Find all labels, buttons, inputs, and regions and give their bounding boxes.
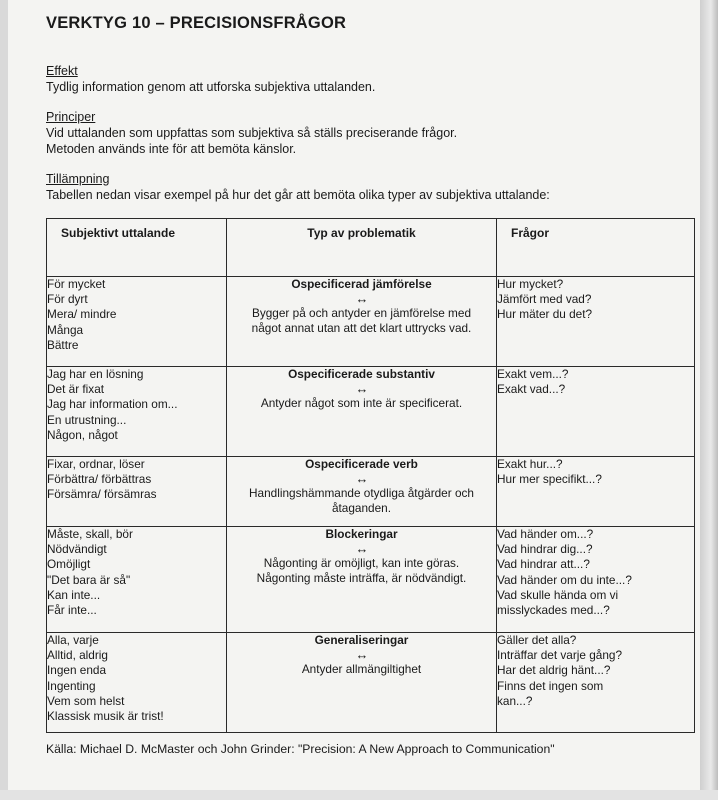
effekt-line: Tydlig information genom att utforska subjektiva uttalanden. <box>46 80 376 94</box>
statement-text: Bättre <box>47 337 79 352</box>
question-text: Gäller det alla? <box>497 633 577 647</box>
statement-text: Förbättra/ förbättras <box>47 472 152 487</box>
questions-cell <box>497 633 695 733</box>
type-description: Någonting måste inträffa, är nödvändigt. <box>256 571 467 586</box>
tillampning-heading: Tillämpning <box>46 172 110 186</box>
effekt-heading: Effekt <box>46 64 78 78</box>
statement-text: "Det bara är så" <box>47 572 131 587</box>
question-text: Vad hindrar dig...? <box>497 542 593 557</box>
type-description: Någonting är omöjligt, kan inte göras. <box>263 556 460 571</box>
type-cell <box>227 527 497 633</box>
question-text: Vad händer om du inte...? <box>497 572 632 587</box>
questions-cell <box>497 527 695 633</box>
header-questions: Frågor <box>497 219 695 277</box>
question-text: Hur mäter du det? <box>497 307 593 322</box>
statement-text: Omöjligt <box>47 557 91 572</box>
question-text: Exakt hur...? <box>497 457 563 471</box>
double-arrow-icon: ↔ <box>355 541 368 557</box>
statement-text: Många <box>47 322 84 337</box>
examples-table <box>46 218 695 733</box>
tillampning-text <box>46 187 550 203</box>
table-row <box>47 367 695 457</box>
question-text: Vad hindrar att...? <box>497 557 590 572</box>
statement-text: Försämra/ försämras <box>47 487 157 502</box>
type-name: Blockeringar <box>325 527 398 541</box>
type-description: Handlingshämmande otydliga åtgärder och <box>249 486 474 501</box>
tillampning-line: Tabellen nedan visar exempel på hur det går att bemöta olika typer av subjektiva uttalande: <box>46 188 550 202</box>
table-row <box>47 633 695 733</box>
statement-text: En utrustning... <box>47 412 127 427</box>
question-text: Vad skulle hända om vi <box>497 587 619 602</box>
type-name: Ospecificerade verb <box>305 457 418 471</box>
statement-cell <box>47 633 227 733</box>
type-description: Antyder allmängiltighet <box>301 662 422 677</box>
table-row <box>47 527 695 633</box>
statement-cell <box>47 367 227 457</box>
statement-text: Det är fixat <box>47 382 105 397</box>
principer-line: Vid uttalanden som uppfattas som subjektiva så ställs preciserande frågor. <box>46 126 458 140</box>
statement-text: Kan inte... <box>47 587 101 602</box>
type-cell <box>227 367 497 457</box>
question-text: Exakt vad...? <box>497 382 566 397</box>
question-text: Exakt vem...? <box>497 367 569 381</box>
double-arrow-icon: ↔ <box>355 471 368 487</box>
question-text: Hur mycket? <box>497 277 564 291</box>
statement-text: Vem som helst <box>47 693 125 708</box>
effekt-text <box>46 79 375 95</box>
scan-edge <box>700 0 718 800</box>
questions-cell <box>497 367 695 457</box>
question-text: Vad händer om...? <box>497 527 594 541</box>
type-description: Bygger på och antyder en jämförelse med <box>251 306 472 321</box>
type-description: åtaganden. <box>331 501 392 516</box>
statement-text: Klassisk musik är trist! <box>47 709 164 724</box>
statement-text: Mera/ mindre <box>47 307 117 322</box>
type-name: Ospecificerad jämförelse <box>291 277 432 291</box>
question-text: misslyckades med...? <box>497 603 610 618</box>
double-arrow-icon: ↔ <box>355 381 368 397</box>
statement-text: Jag har en lösning <box>47 367 144 381</box>
statement-text: Alla, varje <box>47 633 99 647</box>
statement-text: Nödvändigt <box>47 542 107 557</box>
questions-cell <box>497 277 695 367</box>
principer-heading: Principer <box>46 110 96 124</box>
statement-text: Får inte... <box>47 603 97 618</box>
question-text: Inträffar det varje gång? <box>497 648 623 663</box>
statement-text: Jag har information om... <box>47 397 178 412</box>
statement-text: Ingenting <box>47 678 96 693</box>
principer-line: Metoden används inte för att bemöta känslor. <box>46 142 297 156</box>
type-name: Generaliseringar <box>314 633 409 647</box>
statement-cell <box>47 527 227 633</box>
statement-text: Ingen enda <box>47 663 107 678</box>
question-text: Har det aldrig hänt...? <box>497 663 611 678</box>
double-arrow-icon: ↔ <box>355 647 368 663</box>
statement-text: Alltid, aldrig <box>47 648 108 663</box>
statement-cell <box>47 457 227 527</box>
statement-text: Fixar, ordnar, löser <box>47 457 145 471</box>
statement-cell <box>47 277 227 367</box>
statement-text: För dyrt <box>47 292 88 307</box>
header-statement: Subjektivt uttalande <box>47 219 227 277</box>
double-arrow-icon: ↔ <box>355 291 368 307</box>
statement-text: För mycket <box>47 277 106 291</box>
document-page <box>8 0 700 790</box>
page-title: VERKTYG 10 – PRECISIONSFRÅGOR <box>46 14 347 32</box>
question-text: kan...? <box>497 693 533 708</box>
type-name: Ospecificerade substantiv <box>288 367 435 381</box>
statement-text: Måste, skall, bör <box>47 527 133 541</box>
type-cell <box>227 277 497 367</box>
header-type: Typ av problematik <box>227 219 497 277</box>
scan-edge-bottom <box>0 790 718 800</box>
source-citation: Källa: Michael D. McMaster och John Grinder: "Precision: A New Approach to Communication" <box>46 742 555 756</box>
table-row <box>47 457 695 527</box>
table-row <box>47 277 695 367</box>
question-text: Finns det ingen som <box>497 678 604 693</box>
questions-cell <box>497 457 695 527</box>
type-description: något annat utan att det klart uttrycks vad. <box>251 321 472 336</box>
type-cell <box>227 457 497 527</box>
question-text: Jämfört med vad? <box>497 292 592 307</box>
question-text: Hur mer specifikt...? <box>497 472 602 487</box>
type-description: Antyder något som inte är specificerat. <box>260 396 463 411</box>
statement-text: Någon, något <box>47 427 118 442</box>
type-cell <box>227 633 497 733</box>
principer-text <box>46 125 457 157</box>
